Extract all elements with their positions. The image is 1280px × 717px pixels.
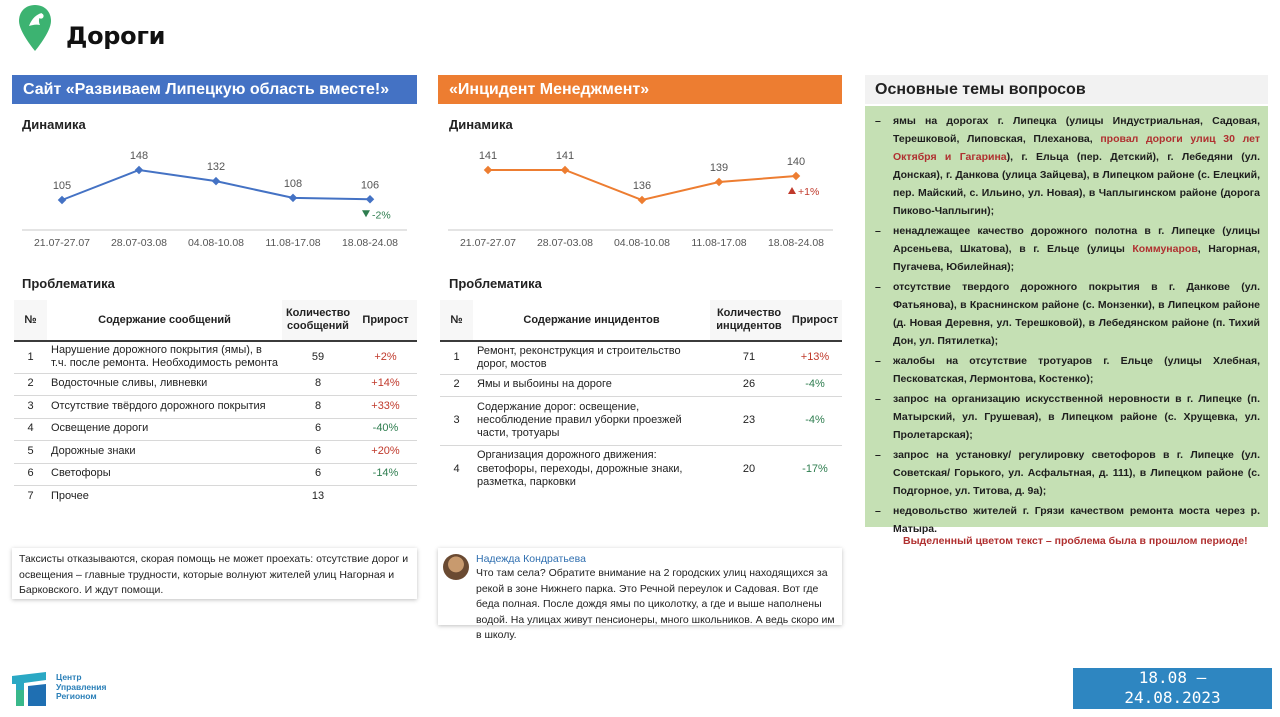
row-number: 3 — [14, 395, 47, 418]
x-tick-label: 28.07-03.08 — [536, 237, 594, 249]
data-label: 148 — [129, 150, 149, 162]
row-number: 5 — [14, 440, 47, 463]
center-logo-icon — [10, 670, 48, 708]
data-label: 108 — [283, 177, 303, 190]
row-text: Освещение дороги — [47, 418, 282, 440]
change-label: +1% — [798, 186, 820, 198]
topic-item — [873, 502, 1260, 538]
left-dynamics-title: Динамика — [22, 117, 86, 132]
table-header-row — [14, 300, 417, 341]
page-title: Дороги — [66, 22, 166, 50]
topics-list — [865, 106, 1268, 535]
row-growth: -14% — [354, 463, 417, 485]
data-label: 136 — [632, 180, 652, 192]
row-growth: +20% — [354, 440, 417, 463]
table-row — [440, 374, 842, 396]
table-row — [14, 485, 417, 508]
left-problems-table — [14, 300, 417, 508]
topic-highlight-text: Коммунаров — [1132, 243, 1198, 255]
x-tick-label: 11.08-17.08 — [265, 237, 321, 249]
table-row — [14, 463, 417, 485]
table-row — [440, 341, 842, 374]
table-row — [14, 341, 417, 373]
table-row — [440, 396, 842, 445]
topic-item — [873, 352, 1260, 388]
row-number: 2 — [440, 374, 473, 396]
data-point — [135, 166, 143, 174]
row-count: 23 — [710, 396, 788, 445]
x-tick-label: 04.08-10.08 — [187, 237, 245, 249]
topic-item — [873, 112, 1260, 220]
date-range-box — [1073, 668, 1272, 709]
table-row — [14, 418, 417, 440]
x-tick-label: 21.07-27.07 — [33, 237, 91, 249]
row-count: 8 — [282, 373, 354, 395]
data-point — [58, 196, 66, 204]
right-dynamics-title: Динамика — [449, 117, 513, 132]
trend-up-icon — [788, 187, 796, 194]
center-logo-text — [56, 673, 106, 702]
col-content-header: Содержание сообщений — [47, 300, 282, 341]
data-point — [638, 196, 646, 204]
topic-item — [873, 222, 1260, 276]
left-quote-text: Таксисты отказываются, скорая помощь не может проехать: отсутствие дорог и освещения – главные трудности, которые волнуют жителей улиц Нагорная и Барковского. И ждут помощи. — [19, 553, 409, 596]
data-label: 106 — [360, 179, 380, 192]
row-count: 8 — [282, 395, 354, 418]
row-growth: -40% — [354, 418, 417, 440]
row-text: Прочее — [51, 490, 89, 503]
row-growth: +2% — [354, 341, 417, 373]
data-point — [366, 195, 374, 203]
row-growth: -4% — [788, 396, 842, 445]
brand-line-2: Управления — [56, 681, 107, 692]
row-number: 2 — [14, 373, 47, 395]
row-growth: -17% — [802, 462, 828, 475]
row-count: 6 — [282, 463, 354, 485]
data-label: 139 — [709, 162, 729, 174]
left-problems-title: Проблематика — [22, 276, 115, 291]
table-row — [14, 373, 417, 395]
col-growth-header: Прирост — [354, 300, 417, 341]
row-number: 3 — [440, 396, 473, 445]
table-row — [14, 440, 417, 463]
site-banner: Сайт «Развиваем Липецкую область вместе!» — [12, 75, 417, 104]
table-header-row — [440, 300, 842, 341]
right-quote-text: Что там села? Обратите внимание на 2 городских улиц находящихся за рекой в зоне Нижнего парка. Это Речной переулок и Садовая. Вот где беда полная. После дождя ямы по циколотку, а где и выше наполнены водой. На улицах живут пенсионеры, много школьников. А ведь скоро им в школу. — [476, 567, 835, 641]
topic-highlight-text: провал дороги улиц 30 лет Октября и Гагарина — [893, 133, 1260, 163]
col-count-header: Количество сообщений — [282, 300, 354, 341]
row-count: 13 — [311, 490, 325, 503]
row-count: 59 — [282, 341, 354, 373]
data-point — [561, 166, 569, 174]
data-label: 141 — [555, 150, 575, 162]
row-growth: -4% — [788, 374, 842, 396]
row-text: Содержание дорог: освещение, несоблюдение правил уборки проезжей части, тротуары — [473, 396, 710, 445]
topic-item — [873, 278, 1260, 350]
row-count: 26 — [710, 374, 788, 396]
topic-item — [873, 390, 1260, 444]
location-pin-logo-icon — [18, 4, 52, 52]
left-quote-card — [12, 548, 417, 599]
data-point — [289, 194, 297, 202]
x-tick-label: 21.07-27.07 — [459, 237, 517, 249]
right-problems-table — [440, 300, 842, 493]
col-growth-header: Прирост — [788, 300, 842, 341]
row-count: 6 — [282, 440, 354, 463]
row-growth: +13% — [788, 341, 842, 374]
data-label: 105 — [52, 180, 72, 192]
data-label: 132 — [206, 161, 226, 174]
table-row — [14, 395, 417, 418]
topic-text: , Нагорная, Пугачева, Юбилейная); — [893, 243, 1260, 273]
left-dynamics-chart — [12, 140, 417, 255]
date-range-line-1: 18.08 – — [1138, 668, 1207, 687]
x-tick-label: 18.08-24.08 — [767, 237, 825, 249]
data-label: 141 — [478, 150, 498, 162]
avatar — [443, 554, 469, 580]
brand-line-1: Центр — [56, 672, 82, 682]
row-count: 71 — [710, 341, 788, 374]
data-label: 140 — [786, 156, 806, 168]
data-point — [212, 177, 220, 185]
change-label: -2% — [372, 209, 391, 222]
row-text: Ямы и выбоины на дороге — [473, 374, 710, 396]
row-growth: +14% — [354, 373, 417, 395]
row-count: 6 — [282, 418, 354, 440]
row-text: Отсутствие твёрдого дорожного покрытия — [47, 395, 282, 418]
row-number: 4 — [14, 418, 47, 440]
incident-banner: «Инцидент Менеджмент» — [438, 75, 842, 104]
topic-text: запрос на установку/ регулировку светофоров в г. Липецке (ул. Советская/ Горького, ул. Асфальтная, д. 111), в Липецком районе (с. Подгорное, ул. Титова, д. 9а); — [893, 449, 1260, 497]
right-quote-card — [438, 548, 842, 641]
row-growth — [354, 485, 417, 508]
row-text: Организация дорожного движения: светофоры, переходы, дорожные знаки, разметка, парковки — [477, 449, 683, 488]
x-tick-label: 11.08-17.08 — [691, 237, 747, 249]
row-text: Водосточные сливы, ливневки — [47, 373, 282, 395]
row-growth: +33% — [354, 395, 417, 418]
date-range-line-2: 24.08.2023 — [1124, 688, 1221, 707]
right-problems-title: Проблематика — [449, 276, 542, 291]
row-text: Ремонт, реконструкция и строительство дорог, мостов — [473, 341, 710, 374]
topic-text: жалобы на отсутствие тротуаров г. Ельце (улицы Хлебная, Песковатская, Лермонтова, Костенко); — [893, 355, 1260, 385]
col-number-header: № — [14, 300, 47, 341]
row-number: 1 — [14, 341, 47, 373]
topic-text: отсутствие твердого дорожного покрытия в г. Данкове (ул. Фатьянова), в Краснинском районе (с. Монзенки), в Липецком районе (д. Новая Деревня, ул. Терешковой), в Лебедянском районе (п. Тихий Дон, ул. Пятилетка); — [893, 281, 1260, 347]
row-number: 1 — [440, 341, 473, 374]
topic-text: ямы на дорогах г. Липецка (улицы Индустриальная, Садовая, Терешковой, Липовская, Плеханова, — [893, 115, 1260, 145]
topic-text: недовольство жителей г. Грязи качеством ремонта моста через р. Матыра. — [893, 505, 1260, 535]
table-row — [440, 445, 842, 493]
col-content-header: Содержание инцидентов — [473, 300, 710, 341]
row-count: 20 — [742, 462, 756, 475]
x-tick-label: 28.07-03.08 — [110, 237, 168, 249]
col-number-header: № — [440, 300, 473, 341]
topics-title: Основные темы вопросов — [865, 75, 1268, 104]
row-number: 6 — [14, 463, 47, 485]
row-text: Дорожные знаки — [47, 440, 282, 463]
topic-text: ), г. Ельца (пер. Детский), г. Лебедяни (ул. Донская), г. Данкова (улица Зайцева), в Липецком районе (с. Елецкий, пер. Майский, с. Ильино, ул. Новая), в Чаплыгинском районе (дорога Пиково-Чаплыгин); — [893, 151, 1260, 217]
right-dynamics-chart — [438, 140, 843, 255]
row-number: 4 — [453, 462, 460, 475]
data-point — [484, 166, 492, 174]
col-count-header: Количество инцидентов — [710, 300, 788, 341]
quote-author: Надежда Кондратьева — [476, 553, 586, 565]
row-number: 7 — [27, 490, 34, 503]
trend-down-icon — [362, 210, 370, 217]
x-tick-label: 04.08-10.08 — [613, 237, 671, 249]
x-tick-label: 18.08-24.08 — [341, 237, 399, 249]
topic-item — [873, 446, 1260, 500]
data-point — [792, 172, 800, 180]
row-text: Светофоры — [47, 463, 282, 485]
data-point — [715, 178, 723, 186]
highlight-footnote: Выделенный цветом текст – проблема была в прошлом периоде! — [903, 535, 1248, 547]
row-text: Нарушение дорожного покрытия (ямы), в т.ч. после ремонта. Необходимость ремонта — [47, 341, 282, 373]
brand-line-3: Регионом — [56, 691, 97, 701]
topic-text: запрос на организацию искусственной неровности в г. Липецке (п. Матырский, ул. Грушевая), в Липецком районе (с. Хрущевка, ул. Пролетарская); — [893, 393, 1260, 441]
topic-text: ненадлежащее качество дорожного полотна в г. Липецке (улицы Арсеньева, Шкатова), в г. Ельце (улицы — [893, 225, 1260, 255]
